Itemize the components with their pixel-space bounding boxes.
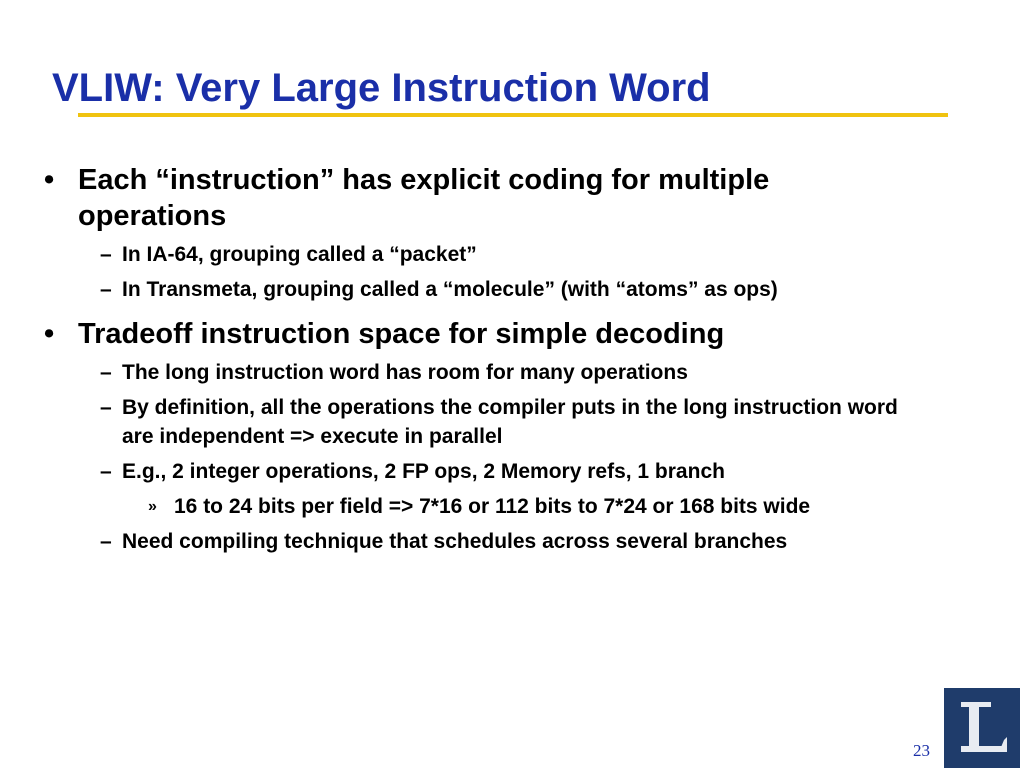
sub-bullet-text: E.g., 2 integer operations, 2 FP ops, 2 Memory refs, 1 branch [122,460,725,483]
bullet-text: Each “instruction” has explicit coding for multiple operations [78,164,770,232]
sub-sub-bullet-text: 16 to 24 bits per field => 7*16 or 112 bits to 7*24 or 168 bits wide [174,495,811,518]
serif-L-logo-glyph [944,688,1020,768]
slide-title: VLIW: Very Large Instruction Word [52,66,711,110]
page-number: 23 [913,741,930,760]
slide-body [0,150,1000,556]
bullet-marker: • [44,164,55,196]
sub-bullet-text: In Transmeta, grouping called a “molecule” (with “atoms” as ops) [122,278,778,301]
bullet-item [0,162,918,234]
sub-bullet-item [0,275,922,304]
sub-bullet-text: Need compiling technique that schedules across several branches [122,530,788,553]
sub-sub-bullet-item [0,492,974,521]
dash-marker: – [100,530,112,553]
sub-bullet-text: By definition, all the operations the compiler puts in the long instruction word are independent => execute in parallel [122,396,898,448]
serif-L-logo-icon [944,688,1020,768]
sub-bullet-item [0,457,922,486]
chevron-marker: » [148,498,157,515]
sub-bullet-item [0,240,922,269]
dash-marker: – [100,460,112,483]
sub-bullet-item [0,358,922,387]
sub-bullet-item [0,393,922,451]
dash-marker: – [100,361,112,384]
sub-bullet-text: The long instruction word has room for many operations [122,361,688,384]
bullet-marker: • [44,318,55,350]
dash-marker: – [100,278,112,301]
bullet-item [0,316,918,352]
sub-bullet-item [0,527,922,556]
bullet-text: Tradeoff instruction space for simple decoding [78,318,725,350]
sub-bullet-text: In IA-64, grouping called a “packet” [122,243,477,266]
dash-marker: – [100,243,112,266]
title-underline-rule [78,113,948,117]
dash-marker: – [100,396,112,419]
